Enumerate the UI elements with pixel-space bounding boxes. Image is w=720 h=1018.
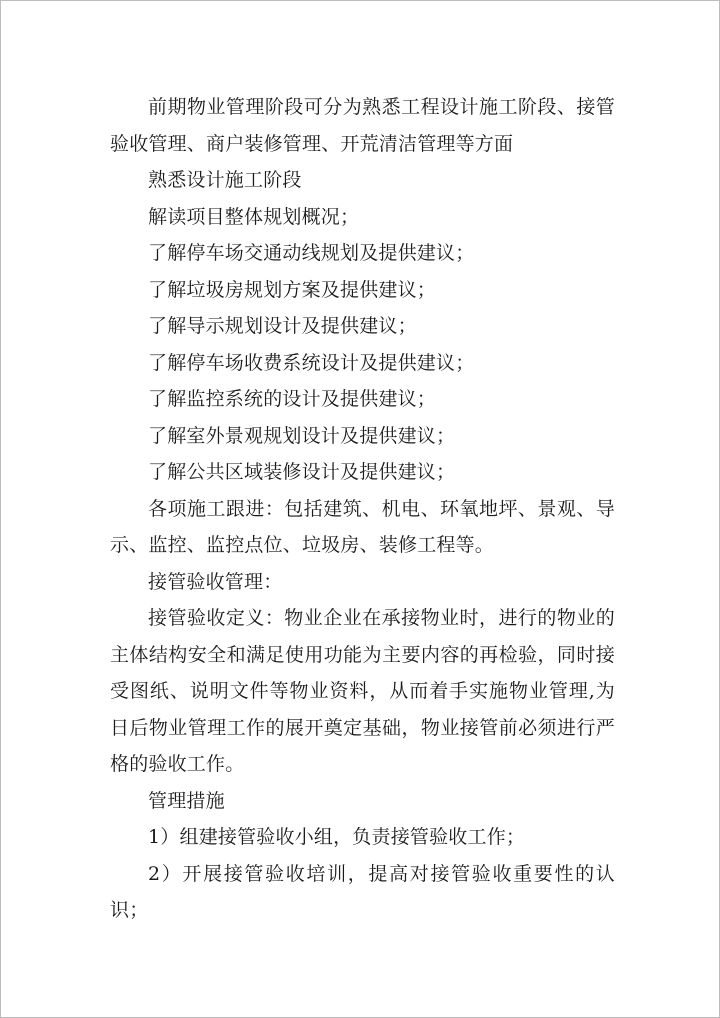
document-body <box>110 89 615 929</box>
paragraph-item: 了解监控系统的设计及提供建议； <box>148 388 437 410</box>
paragraph-item: 了解垃圾房规划方案及提供建议； <box>148 278 437 301</box>
paragraph-measure: 1）组建接管验收小组，负责接管验收工作； <box>148 826 526 848</box>
paragraph-item: 了解停车场收费系统设计及提供建议； <box>148 351 475 374</box>
paragraph-heading-design: 熟悉设计施工阶段 <box>148 169 302 191</box>
paragraph-acceptance-definition: 接管验收定义：物业企业在承接物业时，进行的物业的主体结构安全和满足使用功能为主要内容的再检验，同时接受图纸、说明文件等物业资料，从而着手实施物业管理,为日后物业管理工作的展开奠定基础，物业接管前必须进行严格的验收工作。 <box>110 607 615 775</box>
paragraph-construction-followup: 各项施工跟进：包括建筑、机电、环氧地坪、景观、导示、监控、监控点位、垃圾房、装修工程等。 <box>110 497 615 556</box>
paragraph-measure: 2）开展接管验收培训，提高对接管验收重要性的认识； <box>110 862 615 921</box>
paragraph-heading-acceptance: 接管验收管理： <box>148 570 283 593</box>
paragraph-item: 了解室外景观规划设计及提供建议； <box>148 424 456 447</box>
paragraph-item: 了解停车场交通动线规划及提供建议； <box>148 242 475 264</box>
paragraph-intro: 前期物业管理阶段可分为熟悉工程设计施工阶段、接管验收管理、商户装修管理、开荒清洁管理等方面 <box>110 96 615 155</box>
paragraph-item: 了解公共区域装修设计及提供建议； <box>148 461 456 483</box>
paragraph-heading-measures: 管理措施 <box>148 789 225 812</box>
paragraph-item: 解读项目整体规划概况； <box>148 205 360 228</box>
paragraph-item: 了解导示规划设计及提供建议； <box>148 315 417 337</box>
